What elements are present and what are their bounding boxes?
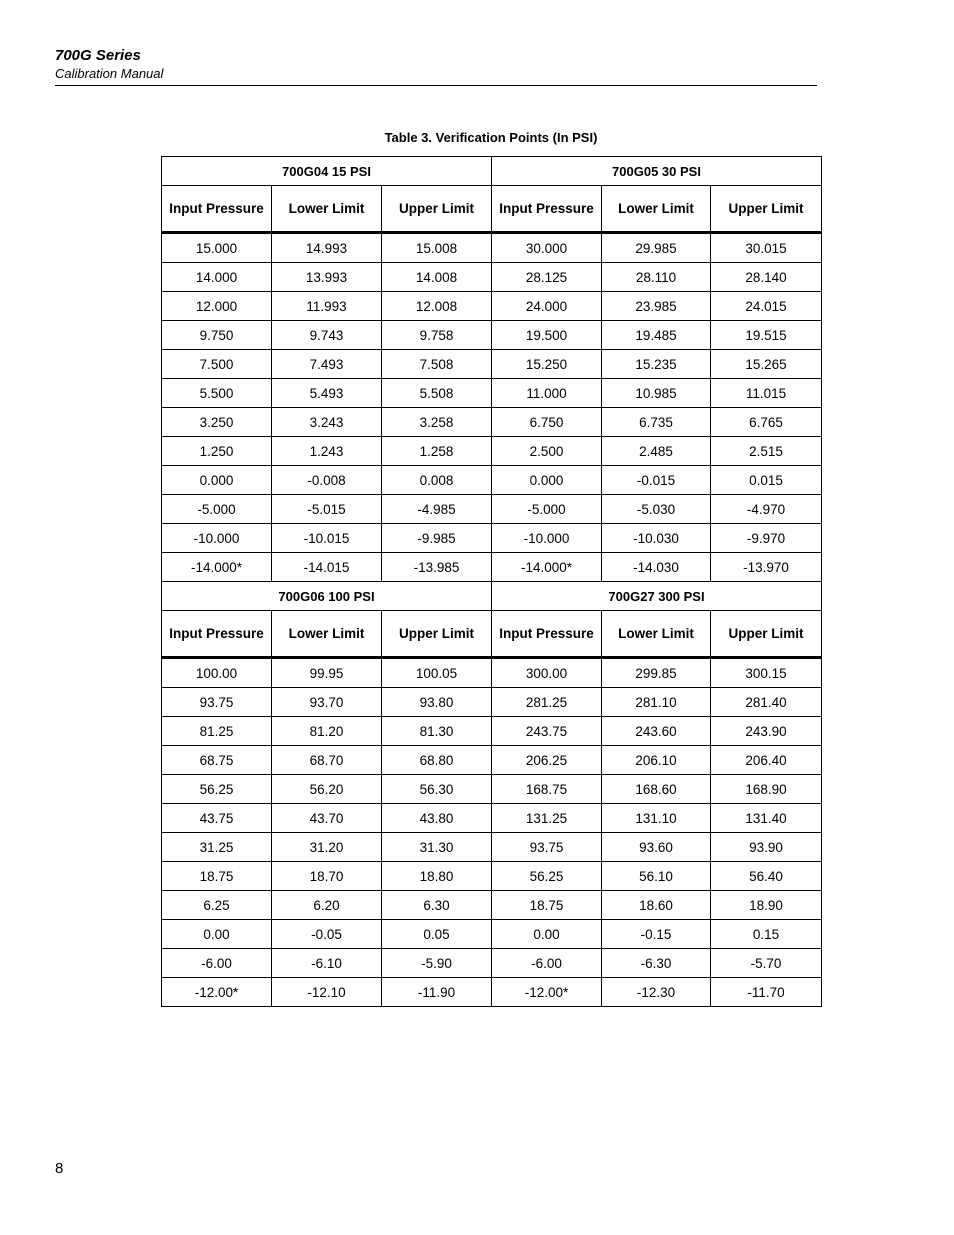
- table-cell: 68.75: [162, 746, 272, 775]
- table-row: [162, 949, 822, 978]
- table-cell: -11.90: [382, 978, 492, 1007]
- column-header: Upper Limit: [382, 611, 492, 658]
- table-row: [162, 292, 822, 321]
- table-row: [162, 379, 822, 408]
- table-cell: 23.985: [602, 292, 711, 321]
- table-cell: 19.515: [711, 321, 822, 350]
- table-cell: -9.970: [711, 524, 822, 553]
- table-cell: -14.000*: [492, 553, 602, 582]
- table-row: [162, 920, 822, 949]
- table-cell: 93.80: [382, 688, 492, 717]
- table-row: [162, 437, 822, 466]
- table-cell: 43.75: [162, 804, 272, 833]
- table-row: [162, 775, 822, 804]
- table-cell: 15.250: [492, 350, 602, 379]
- table-cell: 68.80: [382, 746, 492, 775]
- column-header-row: [162, 611, 822, 658]
- table-row: [162, 978, 822, 1007]
- model-header-row: [162, 157, 822, 186]
- table-cell: 299.85: [602, 658, 711, 688]
- table-cell: 93.75: [492, 833, 602, 862]
- table-cell: 168.90: [711, 775, 822, 804]
- table-cell: 93.70: [272, 688, 382, 717]
- table-row: [162, 833, 822, 862]
- table-cell: 1.243: [272, 437, 382, 466]
- table-cell: -13.970: [711, 553, 822, 582]
- table-cell: 131.25: [492, 804, 602, 833]
- table-cell: 3.250: [162, 408, 272, 437]
- table-cell: 14.993: [272, 233, 382, 263]
- table-cell: 131.10: [602, 804, 711, 833]
- table-cell: 30.000: [492, 233, 602, 263]
- table-cell: -5.030: [602, 495, 711, 524]
- table-cell: 93.90: [711, 833, 822, 862]
- column-header: Upper Limit: [711, 611, 822, 658]
- table-cell: 300.15: [711, 658, 822, 688]
- table-row: [162, 658, 822, 688]
- table-cell: 0.015: [711, 466, 822, 495]
- table-cell: 11.993: [272, 292, 382, 321]
- column-header: Input Pressure: [492, 611, 602, 658]
- table-row: [162, 746, 822, 775]
- table-row: [162, 804, 822, 833]
- table-cell: 2.485: [602, 437, 711, 466]
- table-cell: 12.000: [162, 292, 272, 321]
- table-cell: 6.30: [382, 891, 492, 920]
- table-cell: 7.508: [382, 350, 492, 379]
- table-cell: 0.000: [492, 466, 602, 495]
- table-cell: -4.985: [382, 495, 492, 524]
- table-cell: 100.05: [382, 658, 492, 688]
- table-cell: 28.110: [602, 263, 711, 292]
- table-cell: 14.008: [382, 263, 492, 292]
- table-cell: 15.265: [711, 350, 822, 379]
- table-cell: -0.15: [602, 920, 711, 949]
- column-header: Upper Limit: [711, 186, 822, 233]
- table-cell: 43.80: [382, 804, 492, 833]
- table-cell: 281.10: [602, 688, 711, 717]
- table-cell: 0.15: [711, 920, 822, 949]
- table-cell: 15.008: [382, 233, 492, 263]
- table-cell: -5.70: [711, 949, 822, 978]
- table-cell: -13.985: [382, 553, 492, 582]
- model-header-row: [162, 582, 822, 611]
- table-cell: 15.000: [162, 233, 272, 263]
- table-caption: Table 3. Verification Points (In PSI): [384, 130, 598, 145]
- table-cell: 9.758: [382, 321, 492, 350]
- table-cell: 12.008: [382, 292, 492, 321]
- table-row: [162, 350, 822, 379]
- table-cell: 6.765: [711, 408, 822, 437]
- table-cell: 18.70: [272, 862, 382, 891]
- table-row: [162, 466, 822, 495]
- table-cell: -5.90: [382, 949, 492, 978]
- table-cell: -12.00*: [162, 978, 272, 1007]
- column-header: Lower Limit: [272, 186, 382, 233]
- table-cell: 243.90: [711, 717, 822, 746]
- table-cell: -14.000*: [162, 553, 272, 582]
- manual-subtitle: Calibration Manual: [55, 66, 164, 81]
- table-cell: 30.015: [711, 233, 822, 263]
- table-cell: -14.015: [272, 553, 382, 582]
- table-cell: -11.70: [711, 978, 822, 1007]
- table-cell: 15.235: [602, 350, 711, 379]
- table-cell: 93.60: [602, 833, 711, 862]
- table-cell: -5.000: [162, 495, 272, 524]
- table-row: [162, 495, 822, 524]
- table-cell: 281.25: [492, 688, 602, 717]
- table-cell: 31.30: [382, 833, 492, 862]
- table-cell: 11.000: [492, 379, 602, 408]
- table-cell: 18.75: [492, 891, 602, 920]
- table-cell: 0.000: [162, 466, 272, 495]
- table-row: [162, 233, 822, 263]
- table-row: [162, 717, 822, 746]
- table-cell: 2.515: [711, 437, 822, 466]
- page-header: [55, 46, 817, 83]
- table-row: [162, 408, 822, 437]
- table-cell: -6.00: [162, 949, 272, 978]
- manual-series-title: 700G Series: [55, 47, 141, 64]
- table-cell: 19.500: [492, 321, 602, 350]
- table-cell: 7.500: [162, 350, 272, 379]
- table-cell: 43.70: [272, 804, 382, 833]
- table-cell: -10.000: [492, 524, 602, 553]
- table-cell: 56.25: [492, 862, 602, 891]
- table-cell: 6.25: [162, 891, 272, 920]
- table-cell: 168.75: [492, 775, 602, 804]
- table-cell: 5.493: [272, 379, 382, 408]
- table-cell: 56.20: [272, 775, 382, 804]
- table-row: [162, 891, 822, 920]
- table-cell: 243.60: [602, 717, 711, 746]
- table-cell: 18.60: [602, 891, 711, 920]
- table-cell: 0.008: [382, 466, 492, 495]
- table-cell: 56.40: [711, 862, 822, 891]
- table-cell: 3.258: [382, 408, 492, 437]
- column-header-row: [162, 186, 822, 233]
- table-cell: 18.80: [382, 862, 492, 891]
- table-cell: 56.10: [602, 862, 711, 891]
- table-cell: 68.70: [272, 746, 382, 775]
- table-cell: -10.000: [162, 524, 272, 553]
- table-cell: 3.243: [272, 408, 382, 437]
- verification-points-table: [161, 156, 822, 1007]
- table-cell: 1.258: [382, 437, 492, 466]
- table-cell: 31.20: [272, 833, 382, 862]
- table-cell: -12.10: [272, 978, 382, 1007]
- column-header: Upper Limit: [382, 186, 492, 233]
- table-cell: -6.00: [492, 949, 602, 978]
- table-cell: 13.993: [272, 263, 382, 292]
- table-cell: -6.30: [602, 949, 711, 978]
- table-cell: 281.40: [711, 688, 822, 717]
- column-header: Input Pressure: [162, 611, 272, 658]
- table-cell: 24.000: [492, 292, 602, 321]
- column-header: Lower Limit: [272, 611, 382, 658]
- table-cell: 56.30: [382, 775, 492, 804]
- table-cell: 5.508: [382, 379, 492, 408]
- table-cell: 243.75: [492, 717, 602, 746]
- table-cell: 56.25: [162, 775, 272, 804]
- table-cell: 28.140: [711, 263, 822, 292]
- table-cell: 100.00: [162, 658, 272, 688]
- table-cell: 24.015: [711, 292, 822, 321]
- table-cell: 81.30: [382, 717, 492, 746]
- table-cell: -10.030: [602, 524, 711, 553]
- table-cell: -0.008: [272, 466, 382, 495]
- table-cell: 6.20: [272, 891, 382, 920]
- table-cell: 10.985: [602, 379, 711, 408]
- table-cell: 0.00: [492, 920, 602, 949]
- header-rule: [55, 85, 817, 86]
- table-cell: 81.20: [272, 717, 382, 746]
- table-cell: -12.30: [602, 978, 711, 1007]
- table-cell: -12.00*: [492, 978, 602, 1007]
- table-cell: -0.05: [272, 920, 382, 949]
- table-cell: 6.750: [492, 408, 602, 437]
- table-cell: -14.030: [602, 553, 711, 582]
- model-name: 700G04 15 PSI: [162, 157, 492, 186]
- table-cell: 31.25: [162, 833, 272, 862]
- table-cell: -5.015: [272, 495, 382, 524]
- table-cell: 5.500: [162, 379, 272, 408]
- table-cell: 1.250: [162, 437, 272, 466]
- table-cell: 93.75: [162, 688, 272, 717]
- table-cell: 206.10: [602, 746, 711, 775]
- column-header: Input Pressure: [492, 186, 602, 233]
- table-cell: 18.75: [162, 862, 272, 891]
- table-cell: 11.015: [711, 379, 822, 408]
- table-cell: -5.000: [492, 495, 602, 524]
- model-name: 700G27 300 PSI: [492, 582, 822, 611]
- table-cell: 19.485: [602, 321, 711, 350]
- table-cell: 7.493: [272, 350, 382, 379]
- column-header: Input Pressure: [162, 186, 272, 233]
- table-cell: 0.05: [382, 920, 492, 949]
- table-cell: 9.743: [272, 321, 382, 350]
- table-cell: 18.90: [711, 891, 822, 920]
- table-cell: -0.015: [602, 466, 711, 495]
- table-cell: 14.000: [162, 263, 272, 292]
- table-cell: 9.750: [162, 321, 272, 350]
- column-header: Lower Limit: [602, 186, 711, 233]
- table-cell: -10.015: [272, 524, 382, 553]
- table-cell: 300.00: [492, 658, 602, 688]
- table-cell: 2.500: [492, 437, 602, 466]
- table-cell: 168.60: [602, 775, 711, 804]
- table-cell: 81.25: [162, 717, 272, 746]
- page-number: 8: [55, 1160, 64, 1177]
- table-row: [162, 553, 822, 582]
- table-cell: 99.95: [272, 658, 382, 688]
- table-row: [162, 263, 822, 292]
- model-name: 700G06 100 PSI: [162, 582, 492, 611]
- table-cell: 131.40: [711, 804, 822, 833]
- model-name: 700G05 30 PSI: [492, 157, 822, 186]
- table-cell: 0.00: [162, 920, 272, 949]
- table-row: [162, 862, 822, 891]
- table-row: [162, 321, 822, 350]
- table-cell: -9.985: [382, 524, 492, 553]
- table-cell: 6.735: [602, 408, 711, 437]
- table-row: [162, 688, 822, 717]
- table-cell: 28.125: [492, 263, 602, 292]
- table-cell: -4.970: [711, 495, 822, 524]
- table-cell: -6.10: [272, 949, 382, 978]
- table-cell: 29.985: [602, 233, 711, 263]
- table-row: [162, 524, 822, 553]
- table-cell: 206.40: [711, 746, 822, 775]
- table-cell: 206.25: [492, 746, 602, 775]
- column-header: Lower Limit: [602, 611, 711, 658]
